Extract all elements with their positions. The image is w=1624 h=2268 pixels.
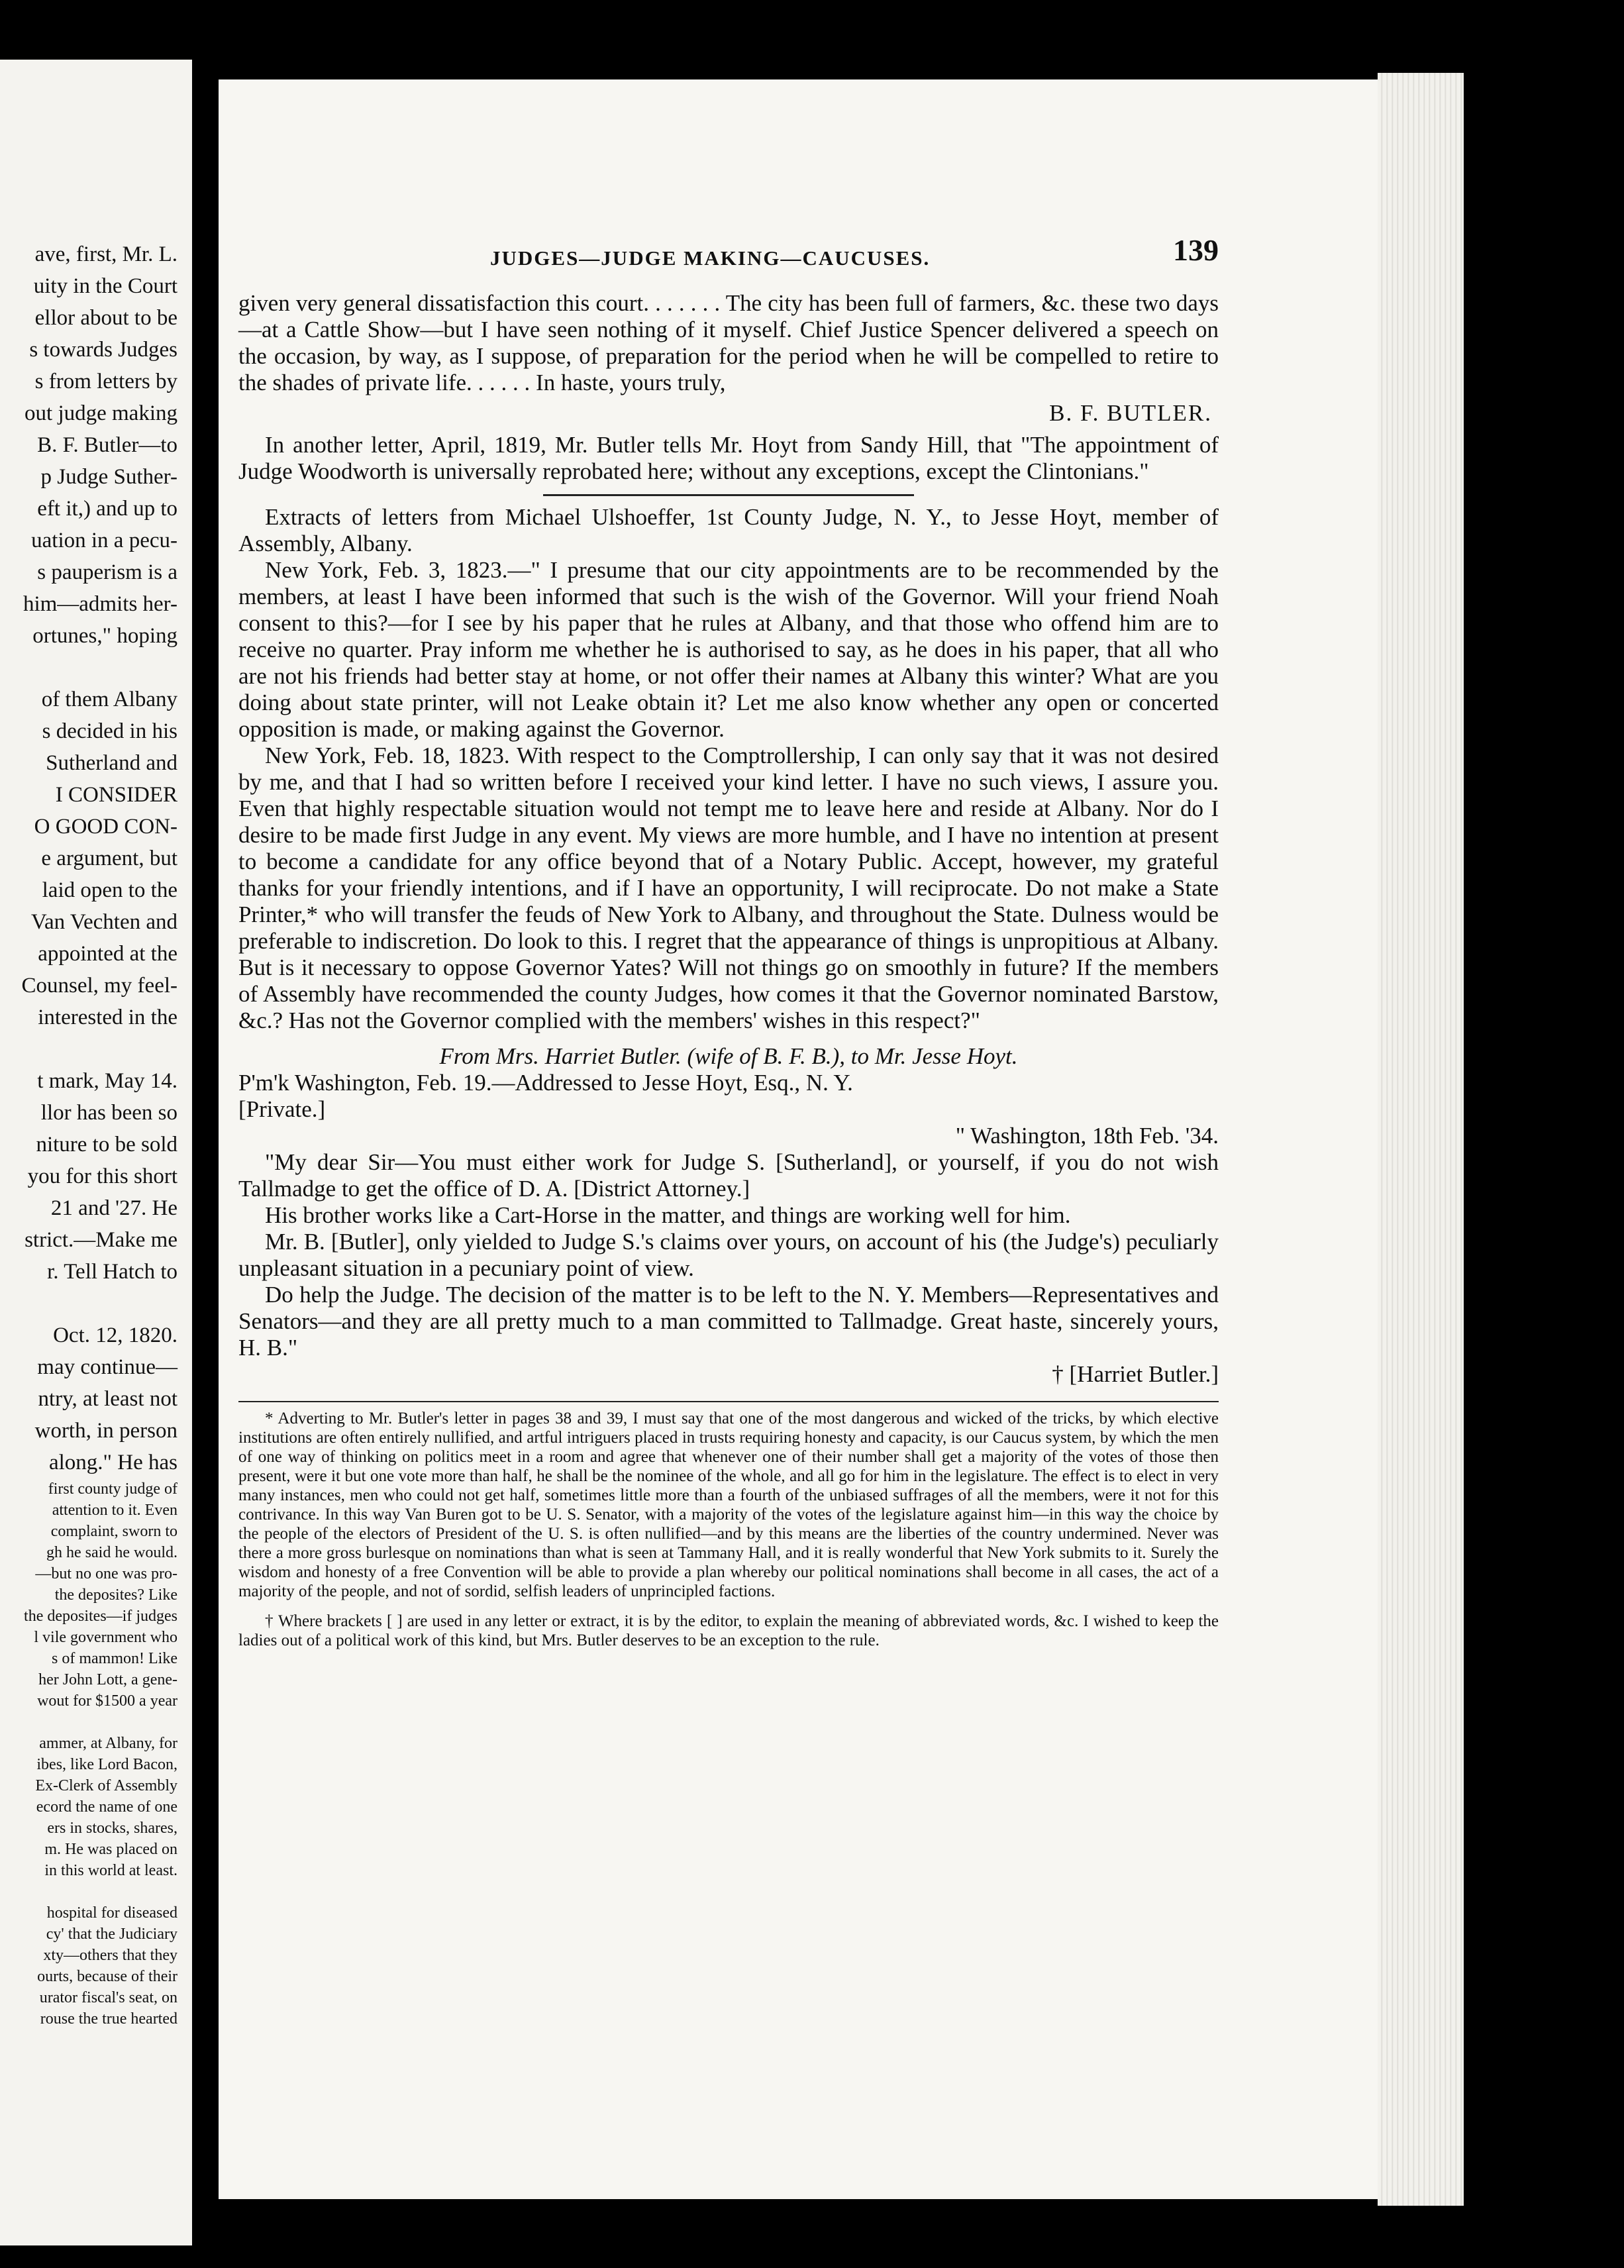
postmark-line: P'm'k Washington, Feb. 19.—Addressed to Jesse Hoyt, Esq., N. Y. — [238, 1070, 853, 1096]
left-line — [0, 652, 178, 684]
left-line: Counsel, my feel- — [21, 974, 178, 998]
left-line: 21 and '27. He — [50, 1196, 178, 1220]
left-small-line: cy' that the Judiciary — [46, 1926, 178, 1943]
left-small-line: the deposites—if judges — [24, 1608, 178, 1625]
left-small-line: in this world at least. — [44, 1862, 178, 1879]
left-line: uation in a pecu- — [31, 529, 178, 552]
letter-heading: From Mrs. Harriet Butler. (wife of B. F. B.), to Mr. Jesse Hoyt. — [439, 1043, 1018, 1069]
page-number: 139 — [1173, 233, 1219, 267]
left-line: s decided in his — [42, 719, 178, 743]
book-gutter — [192, 40, 219, 2245]
left-small-line — [0, 1712, 178, 1733]
letter-paragraph: His brother works like a Cart-Horse in the matter, and things are working well for him. — [265, 1202, 1071, 1228]
left-line: uity in the Court — [33, 274, 178, 298]
left-facing-page — [0, 60, 192, 2245]
left-small-line: ammer, at Albany, for — [39, 1735, 178, 1752]
page-header — [238, 233, 1219, 285]
left-line: O GOOD CON- — [34, 815, 178, 839]
left-line: llor has been so — [40, 1101, 178, 1125]
letter-paragraph: New York, Feb. 18, 1823. With respect to the Comptrollership, I can only say that it was not desired by me, and that I had so written before I received your kind letter. I have no such views, I assure you. Even that highly respectable situation would not tempt me to leave here and reside at Albany. Nor do I desire to be made first Judge in any event. My views are more humble, and I have no intention at present to become a candidate for any office beyond that of a Notary Public. Accept, however, my grateful thanks for your friendly intentions, and if I have an opportunity, I will reciprocate. Do not make a State Printer,* who will transfer the feuds of New York to Albany, and throughout the State. Dulness would be preferable to indiscretion. Do look to this. I regret that the appearance of things is unpropitious at Albany. But is it necessary to oppose Governor Yates? Will not things go on smoothly in future? If the members of Assembly have recommended the county Judges, how comes it that the Governor nominated Barstow, &c.? Has not the Governor complied with the members' wishes in this respect?" — [238, 743, 1219, 1033]
signature: † [Harriet Butler.] — [1052, 1361, 1219, 1387]
left-small-line: first county judge of — [48, 1480, 178, 1498]
left-small-line: ibes, like Lord Bacon, — [36, 1756, 178, 1773]
left-line: niture to be sold — [36, 1133, 178, 1157]
left-small-line: gh he said he would. — [46, 1544, 178, 1561]
left-line: him—admits her- — [23, 592, 178, 616]
left-line: may continue— — [37, 1355, 178, 1379]
page-content — [238, 233, 1219, 1650]
left-line: appointed at the — [38, 942, 178, 966]
paragraph: In another letter, April, 1819, Mr. Butler tells Mr. Hoyt from Sandy Hill, that "The appointment of Judge Woodworth is universally reprobated here; without any exceptions, except the Clintonians." — [238, 432, 1219, 484]
letter-paragraph: Mr. B. [Butler], only yielded to Judge S.'s claims over yours, on account of his (the Judge's) peculiarly unpleasant situation in a pecuniary point of view. — [238, 1229, 1219, 1281]
left-line: worth, in person — [34, 1419, 178, 1443]
left-small-line: Ex-Clerk of Assembly — [35, 1777, 178, 1794]
left-line: ellor about to be — [34, 306, 178, 330]
left-small-line: m. He was placed on — [44, 1841, 178, 1858]
left-line: along." He has — [48, 1451, 178, 1474]
section-rule — [543, 494, 914, 496]
left-line: e argument, but — [41, 847, 178, 870]
left-line: Van Vechten and — [30, 910, 178, 934]
left-line: interested in the — [38, 1005, 178, 1029]
left-small-line: s of mammon! Like — [52, 1650, 178, 1667]
left-small-line — [0, 1881, 178, 1902]
left-line: s pauperism is a — [37, 560, 178, 584]
letter-paragraph: New York, Feb. 3, 1823.—" I presume that our city appointments are to be recommended by the members, at least I have been informed that such is the wish of the Governor. Will your friend Noah consent to this?—for I see by his paper that he rules at Albany, and that those who offend him are to receive no quarter. Pray inform me whether he is authorised to say, as he does in his paper, that all who are not his friends had better stay at home, or not offer their names at Albany this winter? What are you doing about state printer, will not Leake obtain it? Let me also know whether any open or concerted opposition is made, or making against the Governor. — [238, 557, 1219, 742]
left-line — [0, 1288, 178, 1319]
left-line: Sutherland and — [46, 751, 178, 775]
left-line: s towards Judges — [29, 338, 178, 362]
left-small-line: l vile government who — [34, 1629, 178, 1646]
letter-paragraph: "My dear Sir—You must either work for Judge S. [Sutherland], or yourself, if you do not wish Tallmadge to get the office of D. A. [District Attorney.] — [238, 1149, 1219, 1202]
left-small-line: urator fiscal's seat, on — [39, 1989, 178, 2006]
left-small-line: attention to it. Even — [52, 1502, 178, 1519]
footnotes — [238, 1401, 1219, 1650]
left-small-line: ers in stocks, shares, — [47, 1820, 178, 1837]
left-small-line: the deposites? Like — [54, 1586, 178, 1604]
left-page-text — [0, 238, 178, 2028]
left-small-line: complaint, sworn to — [50, 1523, 178, 1540]
page-edges — [1378, 73, 1464, 2206]
left-small-line: ourts, because of their — [37, 1968, 178, 1985]
left-small-line: rouse the true hearted — [40, 2010, 178, 2028]
left-small-line: wout for $1500 a year — [37, 1692, 178, 1710]
left-small-line: hospital for diseased — [46, 1904, 178, 1922]
left-small-text — [0, 1478, 178, 2028]
left-line: s from letters by — [34, 370, 178, 393]
left-line: laid open to the — [42, 878, 178, 902]
paragraph: given very general dissatisfaction this court. . . . . . . The city has been full of farmers, &c. these two days—at a Cattle Show—but I have seen nothing of it myself. Chief Justice Spencer delivered a speech on the occasion, by way, as I suppose, of preparation for the period when he will be compelled to retire to the shades of private life. . . . . . In haste, yours truly, — [238, 290, 1219, 395]
dateline: " Washington, 18th Feb. '34. — [955, 1123, 1219, 1149]
private-label: [Private.] — [238, 1096, 326, 1122]
left-line: of them Albany — [41, 688, 178, 711]
left-small-line: —but no one was pro- — [35, 1565, 178, 1582]
left-line: I CONSIDER — [55, 783, 178, 807]
left-line: t mark, May 14. — [37, 1069, 178, 1093]
left-line: ntry, at least not — [38, 1387, 178, 1411]
left-line: r. Tell Hatch to — [47, 1260, 178, 1284]
left-line: eft it,) and up to — [37, 497, 178, 521]
left-line: Oct. 12, 1820. — [53, 1323, 178, 1347]
letter-paragraph: Do help the Judge. The decision of the matter is to be left to the N. Y. Members—Representatives and Senators—and they are all pretty much to a man committed to Tallmadge. Great haste, sincerely yours, H. B." — [238, 1282, 1219, 1361]
left-line: ortunes," hoping — [32, 624, 178, 648]
left-line: p Judge Suther- — [40, 465, 178, 489]
footnote: † Where brackets [ ] are used in any letter or extract, it is by the editor, to explain the meaning of abbreviated words, &c. I wished to keep the ladies out of a political work of this kind, but Mrs. Butler deserves to be an exception to the rule. — [238, 1612, 1219, 1649]
left-line: you for this short — [27, 1164, 178, 1188]
left-line: B. F. Butler—to — [37, 433, 178, 457]
left-line: ave, first, Mr. L. — [34, 242, 178, 266]
left-small-line: ecord the name of one — [36, 1798, 178, 1816]
left-small-line: her John Lott, a gene- — [38, 1671, 178, 1688]
left-line — [0, 1033, 178, 1065]
left-line: strict.—Make me — [25, 1228, 178, 1252]
running-head: JUDGES—JUDGE MAKING—CAUCUSES. — [490, 246, 931, 270]
left-small-line: xty—others that they — [43, 1947, 178, 1964]
signature: B. F. BUTLER. — [1049, 400, 1212, 426]
footnote: * Adverting to Mr. Butler's letter in pages 38 and 39, I must say that one of the most dangerous and wicked of the tricks, by which elective institutions are often entirely nullified, and artful intriguers placed in trusts requiring honesty and capacity, is our Caucus system, by which the men of one way of thinking on politics meet in a room and agree that whenever one of their number shall get a majority of the votes of those then present, were it but one vote more than half, he shall be the nominee of the whole, and all go for him in the legislature. The effect is to elect in very many instances, men who could not get half, sometimes little more than a fourth of the unbiased suffrages of all the members, were it not for this contrivance. In this way Van Buren got to be U. S. Senator, with a majority of the votes of the legislature against him—in this way the choice by the people of the electors of President of the U. S. is often nullified—and by this means are the liberties of the country undermined. Never was there a more gross burlesque on nominations than what is seen at Tammany Hall, and it is really wonderful that New York submits to it. Surely the wisdom and honesty of a free Convention will be able to provide a plan whereby our political nominations shall become in all cases, the act of a majority of the people, and not of sordid, selfish leaders of unprincipled factions. — [238, 1410, 1219, 1600]
paragraph: Extracts of letters from Michael Ulshoeffer, 1st County Judge, N. Y., to Jesse Hoyt, member of Assembly, Albany. — [238, 504, 1219, 556]
left-line: out judge making — [25, 401, 178, 425]
